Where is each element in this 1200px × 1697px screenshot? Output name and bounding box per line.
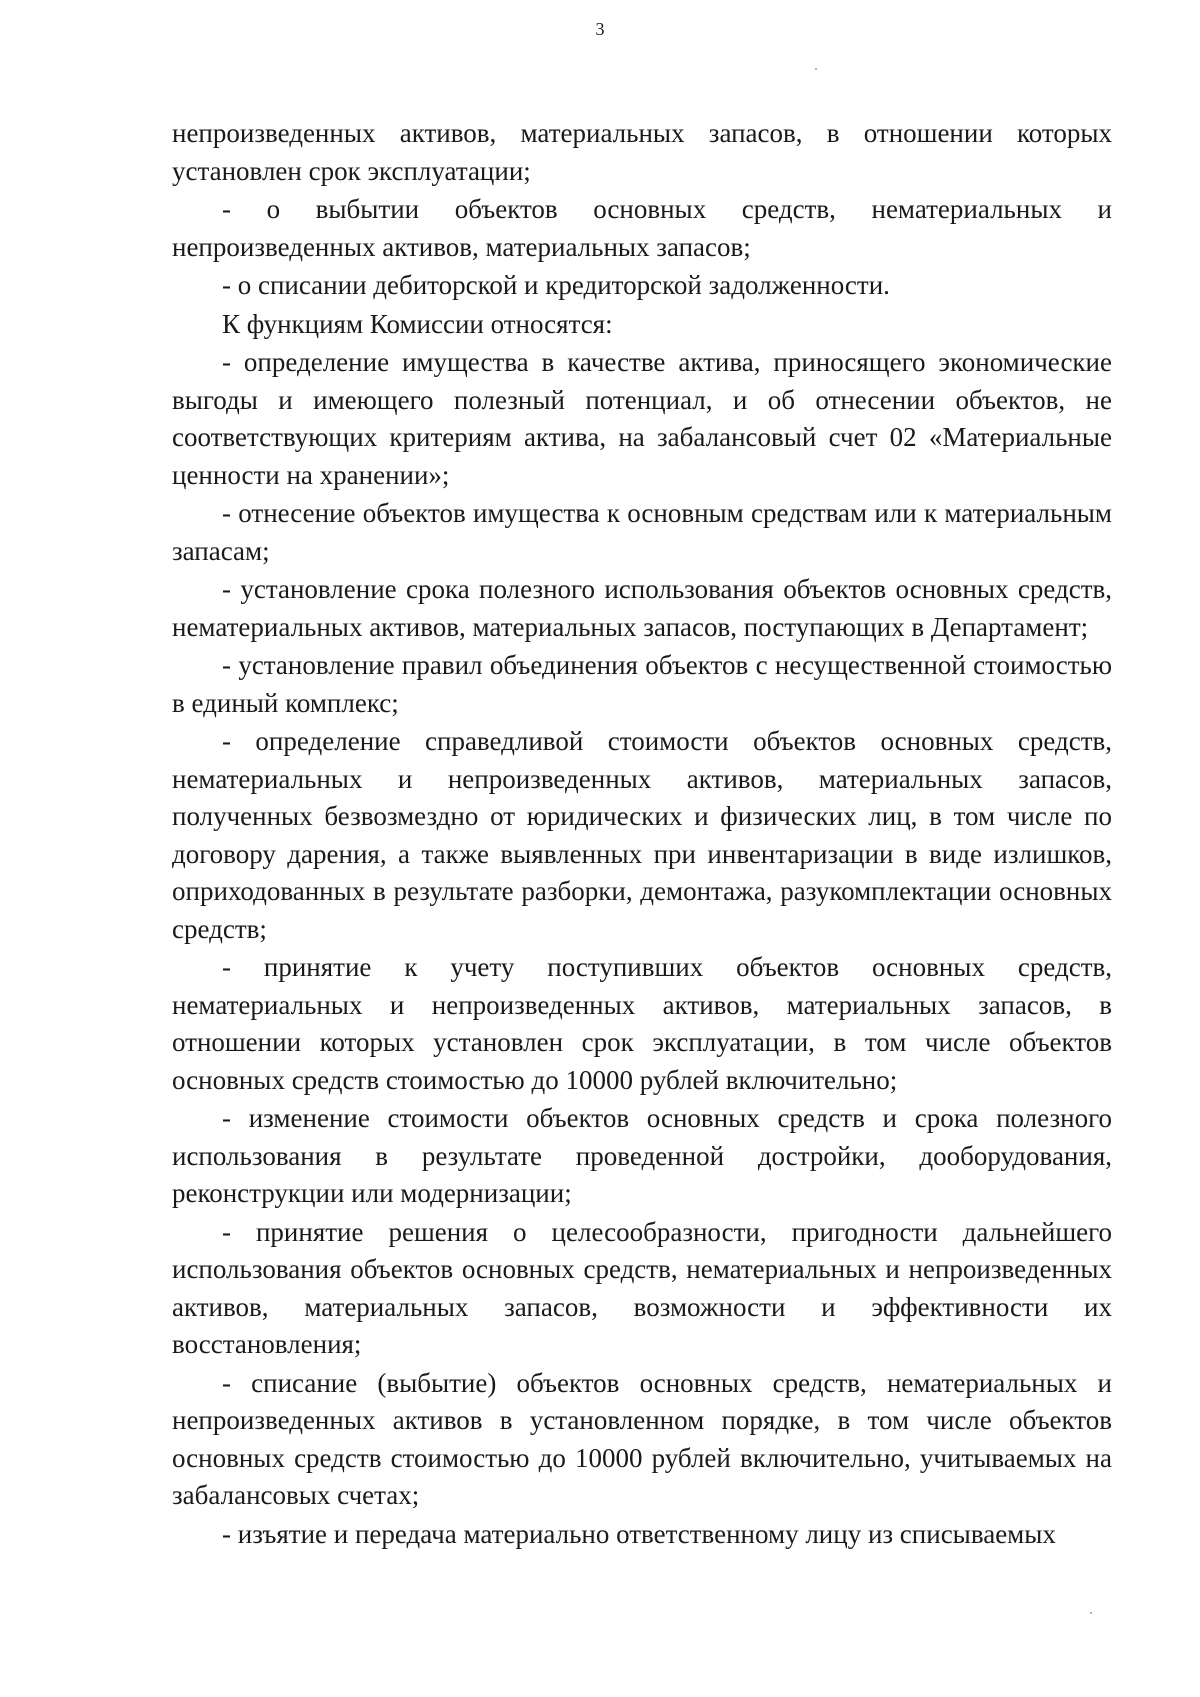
paragraph-item-value-change: - изменение стоимости объектов основных средств и срока полезного использования в результате проведенной достройки, дооборудования, реконструкции или модернизации; xyxy=(172,1103,1112,1208)
paragraph-item-write-off: - списание (выбытие) объектов основных средств, нематериальных и непроизведенных активов в установленном порядке, в том числе объектов основных средств стоимостью до 10000 рублей включительно, учитываемых на забалансовых счетах; xyxy=(172,1367,1112,1510)
paragraph-item-classification: - отнесение объектов имущества к основным средствам или к материальным запасам; xyxy=(172,498,1112,566)
paragraph-item-debt-writeoff: - о списании дебиторской и кредиторской задолженности. xyxy=(222,270,890,300)
paragraph-item-useful-life: - установление срока полезного использования объектов основных средств, нематериальных активов, материальных запасов, поступающих в Департамент; xyxy=(172,574,1112,642)
page-number: 3 xyxy=(595,19,605,39)
paragraph-item-suitability-decision: - принятие решения о целесообразности, пригодности дальнейшего использования объектов основных средств, нематериальных и непроизведенных активов, материальных запасов, возможности и эффективности их восстановления; xyxy=(172,1216,1112,1359)
paragraph-item-asset-definition: - определение имущества в качестве актива, приносящего экономические выгоды и имеющего полезный потенциал, и об отнесении объектов, не соответствующих критериям актива, на забалансовый счет 02 «Материальные ценности на хранении»; xyxy=(172,347,1112,490)
paragraph-functions-heading: К функциям Комиссии относятся: xyxy=(222,308,613,339)
paragraph-item-withdrawal: - изъятие и передача материально ответственному лицу из списываемых xyxy=(222,1518,1056,1549)
paragraph-item-disposal: - о выбытии объектов основных средств, нематериальных и непроизведенных активов, материальных запасов; xyxy=(172,194,1112,262)
paragraph-continuation: непроизведенных активов, материальных запасов, в отношении которых установлен срок эксплуатации; xyxy=(172,118,1112,186)
paragraph-item-fair-value: - определение справедливой стоимости объектов основных средств, нематериальных и непроизведенных активов, материальных запасов, полученных безвозмездно от юридических и физических лиц, в том числе по договору дарения, а также выявленных при инвентаризации в виде излишков, оприходованных в результате разборки, демонтажа, разукомплектации основных средств; xyxy=(172,726,1112,944)
paragraph-item-acceptance: - принятие к учету поступивших объектов основных средств, нематериальных и непроизведенных активов, материальных запасов, в отношении которых установлен срок эксплуатации, в том числе объектов основных средств стоимостью до 10000 рублей включительно; xyxy=(172,952,1112,1095)
scan-speck xyxy=(1090,1612,1092,1614)
paragraph-item-grouping-rules: - установление правил объединения объектов с несущественной стоимостью в единый комплекс; xyxy=(172,650,1112,718)
document-body xyxy=(172,115,1112,1554)
scan-speck xyxy=(815,68,817,70)
